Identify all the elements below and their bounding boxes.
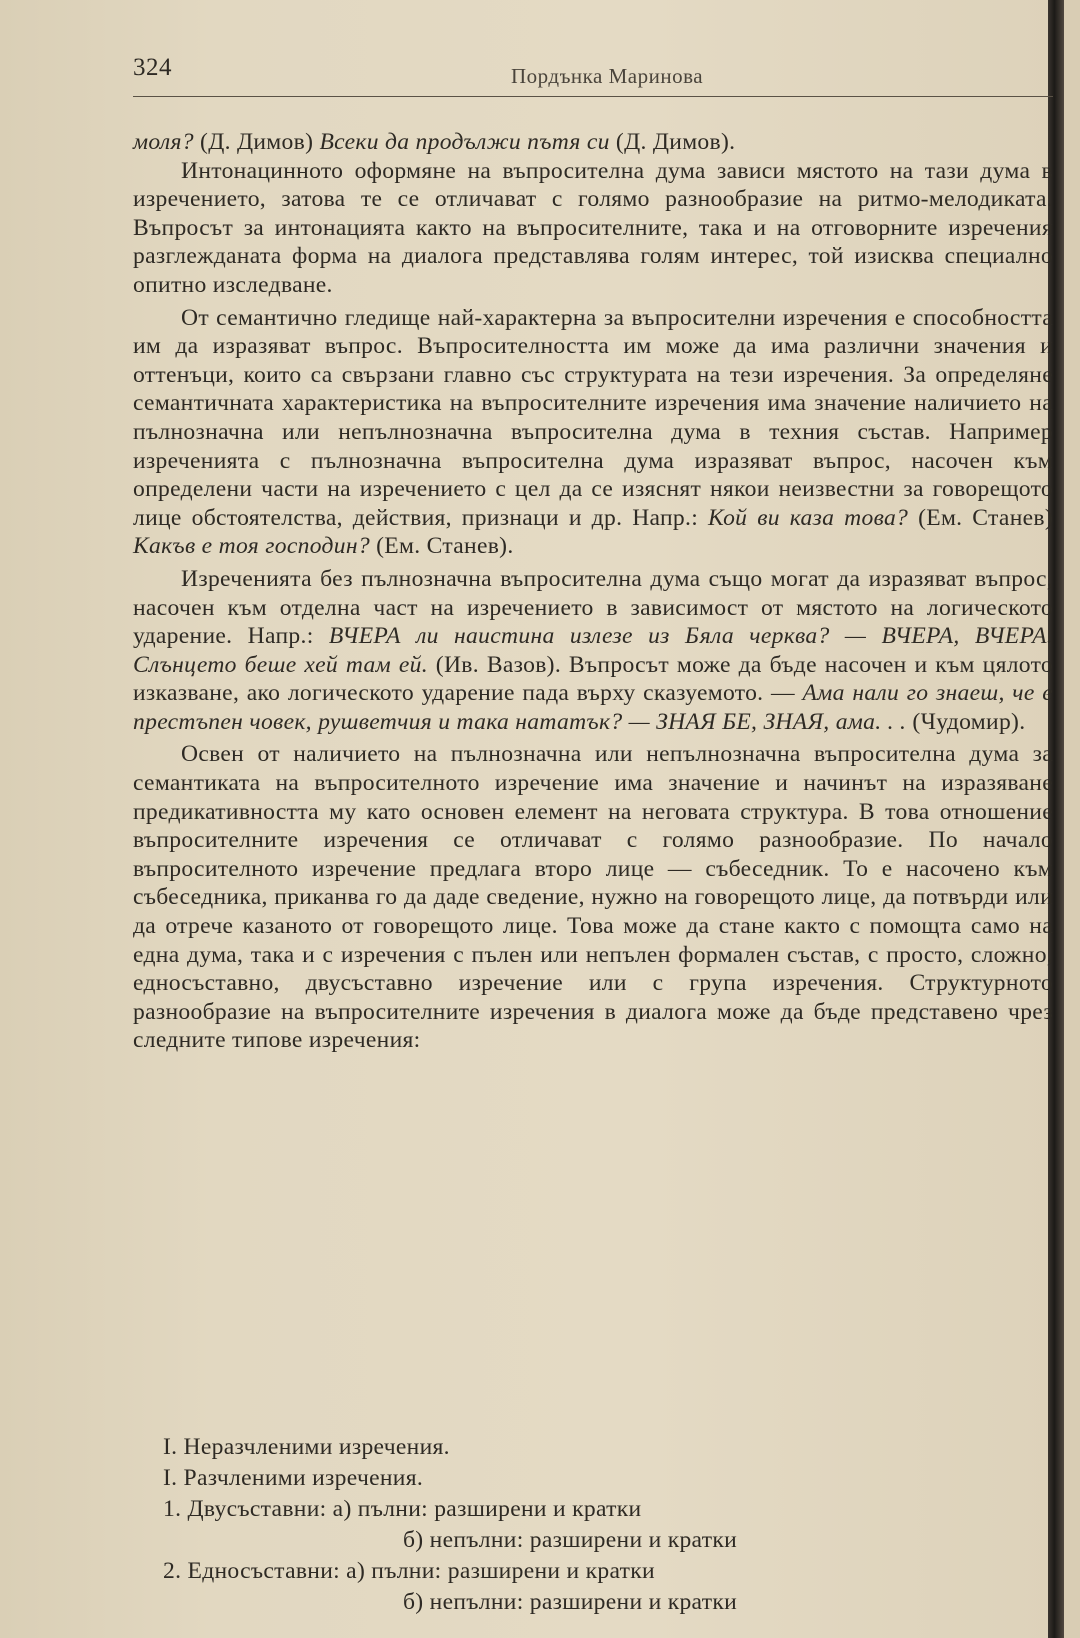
list-item: 1. Двусъставни: а) пълни: разширени и кратки — [163, 1496, 642, 1522]
paragraph — [133, 740, 1053, 1055]
text-run: (Д. Димов) — [200, 129, 320, 155]
page-header — [133, 52, 1053, 97]
list-item: I. Разчленими изречения. — [163, 1465, 424, 1491]
paragraph — [133, 304, 1053, 561]
body-text — [133, 128, 1053, 1055]
italic-text-run: Кой ви каза това? — [708, 504, 909, 531]
italic-text-run: Какъв е тоя господин? — [133, 533, 370, 560]
text-run: (Ем. Станев) — [908, 504, 1053, 531]
text-run: От семантично гледище най-характерна за въпросителни изречения е способността им да изразяват въпрос. Въпросителността им може да има различни значения и оттенъци, които са свързани главно със структурата на тези изречения. За определяне семантичната характеристика на въпросителните изречения има значение наличието на пълнозначна или непълнозначна въпросителна дума в техния състав. Например изреченията с пълнозначна въпросителна дума изразяват въпрос, насочен към определени части на изречението с цел да се изяснят някои неизвестни за говорещото лице обстоятелства, действия, признаци и др. Напр.: — [133, 304, 1053, 531]
sentence-types-list — [163, 1432, 737, 1618]
text-run: (Чудомир). — [906, 708, 1026, 735]
paragraph — [133, 128, 1053, 157]
running-head: Пордънка Маринова — [511, 64, 704, 88]
paragraph — [133, 157, 1053, 300]
list-item: б) непълни: разширени и кратки — [403, 1589, 738, 1615]
paragraph — [133, 565, 1053, 737]
list-item: I. Неразчленими изречения. — [163, 1434, 450, 1460]
text-run: (Ем. Станев). — [369, 533, 514, 560]
text-run: (Д. Димов). — [609, 129, 736, 155]
text-run: (Ив. Вазов). Въпросът може да бъде насочен и към цялото изказване, ако логическото ударение пада върху сказуемото. — — [133, 651, 1053, 707]
italic-text-run: Всеки да продължи пътя си — [319, 129, 610, 155]
page-number: 324 — [133, 54, 172, 81]
text-run: Изреченията без пълнозначна въпросителна дума също могат да изразяват въпрос, насочен към отделна част на изречението в зависимост от мястото на логическото ударение. Напр.: — [133, 565, 1053, 650]
list-item: 2. Едносъставни: а) пълни: разширени и кратки — [163, 1558, 655, 1584]
text-run: Интонацинното оформяне на въпросителна дума зависи мястото на тази дума в изречението, затова те се отличават с голямо разнообразие на ритмо-мелодиката. Въпросът за интонацията както на въпросителните, така и на отговорните изречения разглежданата форма на диалога представлява голям интерес, той изисква специално опитно изследване. — [133, 157, 1053, 298]
italic-text-run: моля? — [133, 129, 201, 155]
text-run: Освен от наличието на пълнозначна или непълнозначна въпросителна дума за семантиката на въпросителното изречение има значение и начинът на изразяване предикативността му като основен елемент на неговата структура. В това отношение въпросителните изречения се отличават с голямо разнообразие. По начало въпросителното изречение предлага второ лице — събеседник. То е насочено към събеседника, приканва го да даде сведение, нужно на говорещото лице, да потвърди или да отрече казаното от говорещото лице. Това може да стане както с помощта само на една дума, така и с изречения с пълен или непълен формален състав, с просто, сложно, едносъставно, двусъставно изречение или с група изречения. Структурното разнообразие на въпросителните изречения в диалога може да бъде представено чрез следните типове изречения: — [133, 741, 1053, 1054]
italic-text-run: ВЧЕРА ли наистина излезе из Бяла черква? — ВЧЕРА, ВЧЕРА. Слънцето беше хей там ей. — [133, 623, 1054, 678]
list-item: б) непълни: разширени и кратки — [403, 1527, 738, 1553]
italic-text-run: Ама нали го знаеш, че е престъпен човек, рушветчия и така нататък? — ЗНАЯ БЕ, ЗНАЯ, ама. . . — [133, 680, 1053, 735]
